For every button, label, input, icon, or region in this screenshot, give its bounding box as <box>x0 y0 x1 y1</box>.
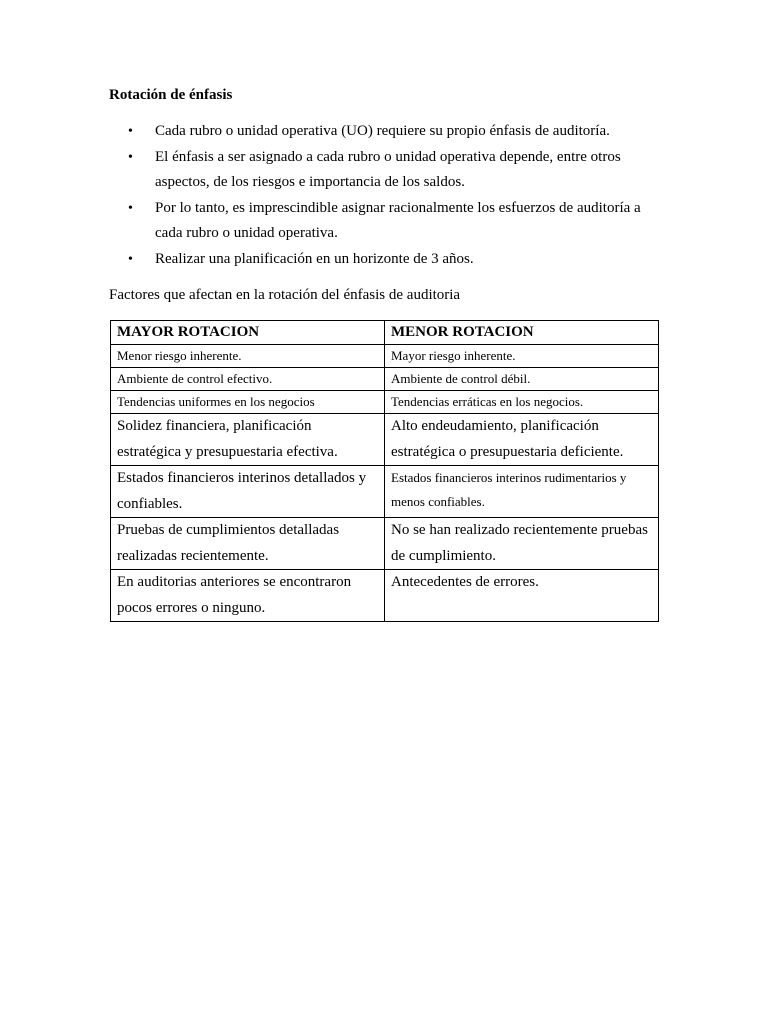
bullet-text: Por lo tanto, es imprescindible asignar racionalmente los esfuerzos de auditoría a cada rubro o unidad operativa. <box>155 199 641 241</box>
table-row <box>111 345 659 368</box>
bullet-item <box>109 196 669 247</box>
table-cell-menor: No se han realizado recientemente pruebas de cumplimiento. <box>385 518 659 570</box>
header-mayor-rotacion: MAYOR ROTACION <box>111 321 385 345</box>
section-heading: Rotación de énfasis <box>109 87 233 103</box>
table-caption: Factores que afectan en la rotación del énfasis de auditoria <box>109 287 461 303</box>
table-header-row <box>111 321 659 345</box>
bullet-item <box>109 119 669 145</box>
table-cell-menor: Tendencias erráticas en los negocios. <box>385 391 659 414</box>
bullet-list <box>109 119 669 272</box>
table-cell-menor: Antecedentes de errores. <box>385 570 659 622</box>
table-cell-mayor: Menor riesgo inherente. <box>111 345 385 368</box>
table-cell-menor: Estados financieros interinos rudimentarios y menos confiables. <box>385 466 659 518</box>
table-cell-mayor: Ambiente de control efectivo. <box>111 368 385 391</box>
bullet-icon: • <box>128 251 133 267</box>
bullet-item <box>109 247 669 273</box>
bullet-icon: • <box>128 149 133 165</box>
header-menor-rotacion: MENOR ROTACION <box>385 321 659 345</box>
table-cell-menor: Alto endeudamiento, planificación estratégica o presupuestaria deficiente. <box>385 414 659 466</box>
table-row <box>111 570 659 622</box>
table-cell-mayor: Pruebas de cumplimientos detalladas realizadas recientemente. <box>111 518 385 570</box>
table-cell-mayor: Estados financieros interinos detallados y confiables. <box>111 466 385 518</box>
table-cell-mayor: Tendencias uniformes en los negocios <box>111 391 385 414</box>
bullet-item <box>109 145 669 196</box>
bullet-text: Realizar una planificación en un horizonte de 3 años. <box>155 250 474 267</box>
table-row <box>111 368 659 391</box>
table-cell-menor: Mayor riesgo inherente. <box>385 345 659 368</box>
table-cell-mayor: Solidez financiera, planificación estratégica y presupuestaria efectiva. <box>111 414 385 466</box>
bullet-text: Cada rubro o unidad operativa (UO) requiere su propio énfasis de auditoría. <box>155 123 610 139</box>
table-row <box>111 391 659 414</box>
bullet-text: El énfasis a ser asignado a cada rubro o unidad operativa depende, entre otros aspectos, de los riesgos e importancia de los saldos. <box>155 148 621 190</box>
table-row <box>111 518 659 570</box>
factors-table <box>110 320 659 622</box>
table-cell-mayor: En auditorias anteriores se encontraron pocos errores o ninguno. <box>111 570 385 622</box>
bullet-icon: • <box>128 200 133 216</box>
bullet-icon: • <box>128 124 133 139</box>
table-row <box>111 466 659 518</box>
table-cell-menor: Ambiente de control débil. <box>385 368 659 391</box>
table-row <box>111 414 659 466</box>
